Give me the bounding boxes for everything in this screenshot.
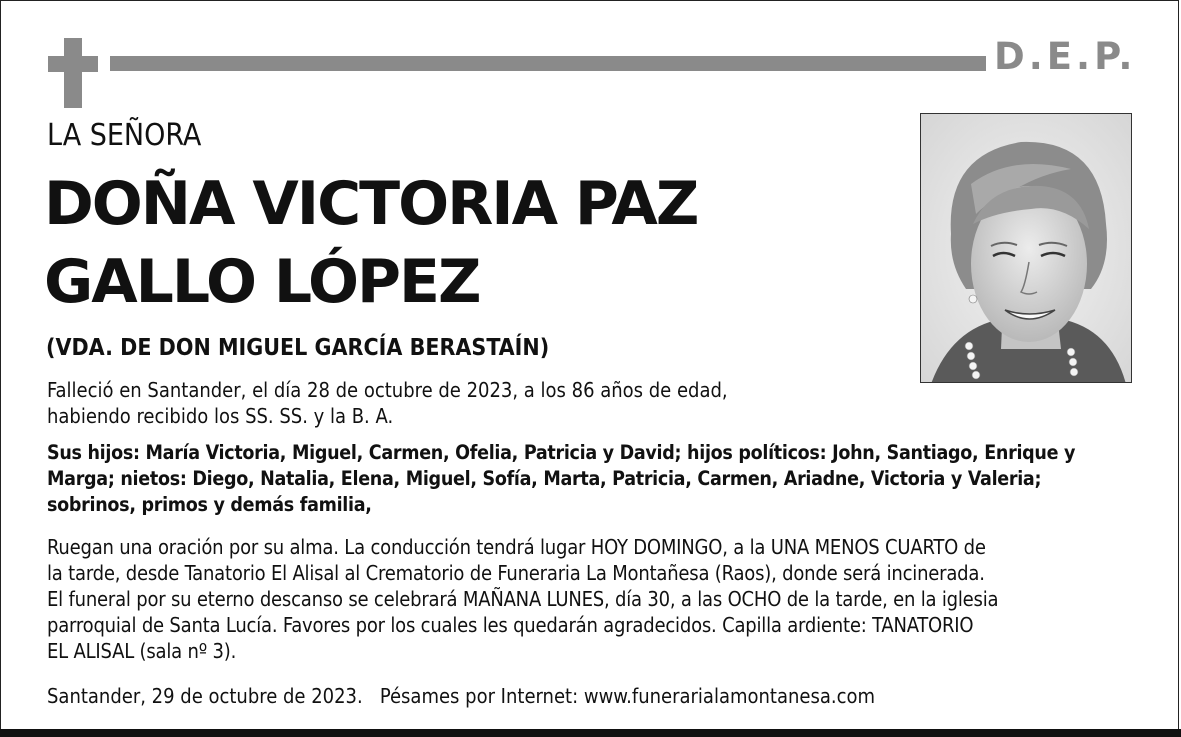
service-line: parroquial de Santa Lucía. Favores por los cuales les quedarán agradecidos. Capilla ardiente: TANATORIO: [47, 613, 974, 637]
header-rule: [110, 56, 986, 71]
deceased-name: [44, 165, 697, 321]
service-line: Ruegan una oración por su alma. La conducción tendrá lugar HOY DOMINGO, a la UNA MENOS CUARTO de: [47, 535, 986, 559]
deceased-name-line2: GALLO LÓPEZ: [44, 247, 480, 317]
bottom-border: [0, 729, 1181, 737]
service-line: la tarde, desde Tanatorio El Alisal al Crematorio de Funeraria La Montañesa (Raos), donde será incinerada.: [47, 561, 985, 585]
widow-of: (VDA. DE DON MIGUEL GARCÍA BERASTAÍN): [46, 335, 550, 361]
footer-line: [47, 683, 875, 709]
death-notice: [47, 377, 827, 429]
family-line: Sus hijos: María Victoria, Miguel, Carmen, Ofelia, Patricia y David; hijos políticos: John, Santiago, Enrique y: [47, 441, 1076, 464]
death-notice-line: Falleció en Santander, el día 28 de octubre de 2023, a los 86 años de edad,: [47, 378, 728, 402]
footer-place-date: Santander, 29 de octubre de 2023.: [47, 684, 363, 708]
dep-heading: D.E.P.: [994, 35, 1137, 78]
death-notice-line: habiendo recibido los SS. SS. y la B. A.: [47, 404, 394, 428]
portrait-photo: [920, 113, 1132, 383]
footer-web: Pésames por Internet: www.funerarialamontanesa.com: [379, 684, 876, 708]
family-line: Marga; nietos: Diego, Natalia, Elena, Miguel, Sofía, Marta, Patricia, Carmen, Ariadne, Victoria y Valeria;: [47, 467, 1042, 490]
service-line: EL ALISAL (sala nº 3).: [47, 639, 237, 663]
service-line: El funeral por su eterno descanso se celebrará MAÑANA LUNES, día 30, a las OCHO de la tarde, en la iglesia: [47, 587, 999, 611]
family-line: sobrinos, primos y demás familia,: [47, 493, 372, 516]
family-list: [47, 440, 1157, 518]
deceased-name-line1: DOÑA VICTORIA PAZ: [44, 169, 698, 239]
title-prefix: LA SEÑORA: [47, 118, 202, 153]
service-details: [47, 534, 1157, 664]
